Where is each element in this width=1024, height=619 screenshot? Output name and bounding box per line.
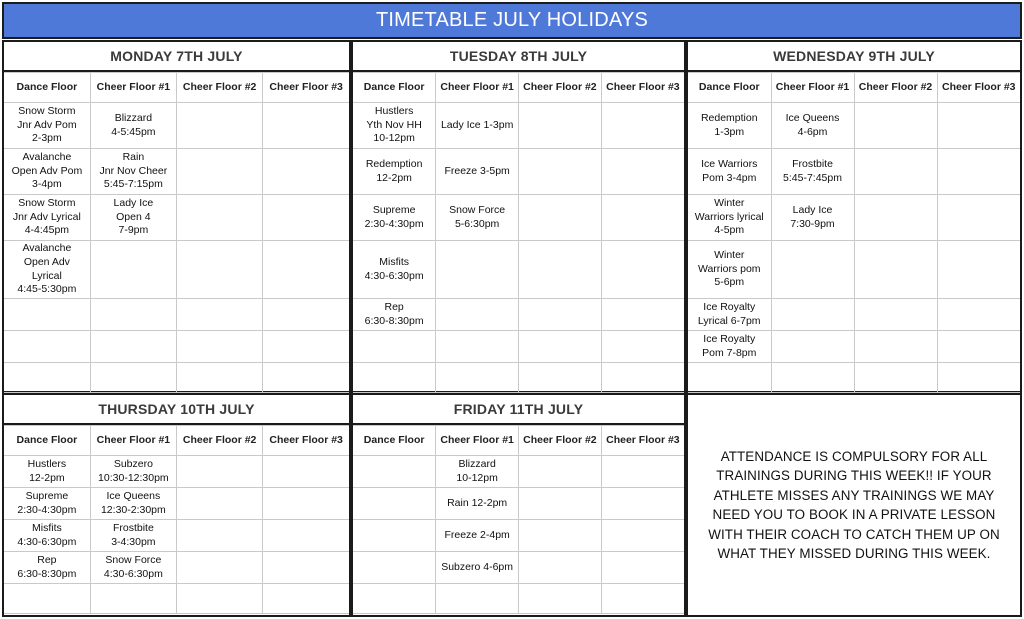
session-cell-cheer-floor-2 xyxy=(177,456,263,488)
session-cell-cheer-floor-2 xyxy=(177,331,263,363)
day-block-monday xyxy=(2,40,351,393)
session-cell-dance-floor xyxy=(4,299,90,331)
table-row xyxy=(353,103,684,149)
session-cell-dance-floor: Rep 6:30-8:30pm xyxy=(4,552,90,584)
session-cell-cheer-floor-3 xyxy=(601,149,684,195)
session-cell-cheer-floor-3 xyxy=(263,149,349,195)
column-header-cheer-floor-3: Cheer Floor #3 xyxy=(263,426,349,456)
session-cell-cheer-floor-2 xyxy=(177,195,263,241)
session-cell-cheer-floor-1 xyxy=(771,363,854,393)
session-cell-cheer-floor-1: Lady Ice Open 4 7-9pm xyxy=(90,195,176,241)
session-cell-cheer-floor-2 xyxy=(854,103,937,149)
session-cell-cheer-floor-3 xyxy=(937,241,1020,299)
session-cell-cheer-floor-1: Snow Force 5-6:30pm xyxy=(436,195,519,241)
session-cell-cheer-floor-2 xyxy=(854,331,937,363)
table-row xyxy=(4,299,349,331)
session-cell-dance-floor: Redemption 1-3pm xyxy=(688,103,771,149)
session-cell-dance-floor: Hustlers Yth Nov HH 10-12pm xyxy=(353,103,436,149)
table-row xyxy=(4,103,349,149)
session-cell-dance-floor: Hustlers 12-2pm xyxy=(4,456,90,488)
session-cell-cheer-floor-2 xyxy=(519,488,602,520)
session-cell-cheer-floor-2 xyxy=(519,584,602,614)
session-cell-dance-floor: Ice Warriors Pom 3-4pm xyxy=(688,149,771,195)
header-row xyxy=(4,73,349,103)
session-cell-cheer-floor-1 xyxy=(436,363,519,393)
session-cell-dance-floor: Snow Storm Jnr Adv Pom 2-3pm xyxy=(4,103,90,149)
table-row xyxy=(353,520,684,552)
session-cell-cheer-floor-2 xyxy=(177,520,263,552)
session-cell-cheer-floor-3 xyxy=(263,241,349,299)
column-header-cheer-floor-2: Cheer Floor #2 xyxy=(177,426,263,456)
table-row xyxy=(4,331,349,363)
column-header-cheer-floor-2: Cheer Floor #2 xyxy=(519,426,602,456)
column-header-cheer-floor-1: Cheer Floor #1 xyxy=(771,73,854,103)
session-cell-cheer-floor-1: Frostbite 3-4:30pm xyxy=(90,520,176,552)
session-cell-cheer-floor-1: Blizzard 4-5:45pm xyxy=(90,103,176,149)
session-cell-cheer-floor-2 xyxy=(854,149,937,195)
session-cell-cheer-floor-3 xyxy=(937,195,1020,241)
session-cell-cheer-floor-2 xyxy=(519,456,602,488)
session-cell-dance-floor xyxy=(4,584,90,614)
table-row xyxy=(353,149,684,195)
session-cell-cheer-floor-1: Rain 12-2pm xyxy=(436,488,519,520)
header-row xyxy=(688,73,1020,103)
table-row xyxy=(353,363,684,393)
session-cell-dance-floor xyxy=(353,552,436,584)
day-title-thursday: THURSDAY 10TH JULY xyxy=(4,395,349,425)
session-cell-cheer-floor-3 xyxy=(263,195,349,241)
session-cell-cheer-floor-3 xyxy=(937,103,1020,149)
session-cell-dance-floor: Misfits 4:30-6:30pm xyxy=(353,241,436,299)
session-cell-cheer-floor-1: Subzero 10:30-12:30pm xyxy=(90,456,176,488)
schedule-table-friday xyxy=(353,425,684,614)
session-cell-cheer-floor-2 xyxy=(519,552,602,584)
session-cell-dance-floor xyxy=(4,363,90,393)
day-title-monday: MONDAY 7TH JULY xyxy=(4,42,349,72)
day-block-friday xyxy=(351,393,686,617)
column-header-cheer-floor-2: Cheer Floor #2 xyxy=(519,73,602,103)
column-header-cheer-floor-2: Cheer Floor #2 xyxy=(854,73,937,103)
session-cell-cheer-floor-2 xyxy=(519,149,602,195)
table-row xyxy=(353,584,684,614)
session-cell-cheer-floor-1: Rain Jnr Nov Cheer 5:45-7:15pm xyxy=(90,149,176,195)
session-cell-cheer-floor-1: Lady Ice 1-3pm xyxy=(436,103,519,149)
session-cell-cheer-floor-1: Lady Ice 7:30-9pm xyxy=(771,195,854,241)
session-cell-cheer-floor-1: Freeze 2-4pm xyxy=(436,520,519,552)
session-cell-dance-floor: Ice Royalty Pom 7-8pm xyxy=(688,331,771,363)
session-cell-dance-floor: Ice Royalty Lyrical 6-7pm xyxy=(688,299,771,331)
session-cell-dance-floor xyxy=(353,363,436,393)
column-header-cheer-floor-3: Cheer Floor #3 xyxy=(601,426,684,456)
table-row xyxy=(688,299,1020,331)
session-cell-dance-floor: Misfits 4:30-6:30pm xyxy=(4,520,90,552)
session-cell-cheer-floor-1 xyxy=(436,331,519,363)
table-row xyxy=(4,520,349,552)
table-row xyxy=(4,584,349,614)
session-cell-cheer-floor-1: Freeze 3-5pm xyxy=(436,149,519,195)
session-cell-cheer-floor-3 xyxy=(263,520,349,552)
session-cell-cheer-floor-1 xyxy=(90,584,176,614)
session-cell-cheer-floor-2 xyxy=(177,552,263,584)
session-cell-dance-floor xyxy=(353,488,436,520)
column-header-dance-floor: Dance Floor xyxy=(353,73,436,103)
session-cell-cheer-floor-1 xyxy=(436,299,519,331)
session-cell-dance-floor: Rep 6:30-8:30pm xyxy=(353,299,436,331)
timetable-title: TIMETABLE JULY HOLIDAYS xyxy=(2,2,1022,39)
session-cell-cheer-floor-3 xyxy=(263,299,349,331)
schedule-table-tuesday xyxy=(353,72,684,393)
attendance-notice-text: ATTENDANCE IS COMPULSORY FOR ALL TRAININGS DURING THIS WEEK!! IF YOUR ATHLETE MISSES ANY TRAININGS WE MAY NEED YOU TO BOOK IN A PRIVATE LESSON WITH THEIR COACH TO CATCH THEM UP ON WHAT THEY MISSED DURING THIS WEEK. xyxy=(708,448,1000,561)
session-cell-cheer-floor-3 xyxy=(263,456,349,488)
session-cell-cheer-floor-1: Ice Queens 12:30-2:30pm xyxy=(90,488,176,520)
column-header-cheer-floor-1: Cheer Floor #1 xyxy=(90,426,176,456)
day-block-thursday xyxy=(2,393,351,617)
header-row xyxy=(353,73,684,103)
session-cell-cheer-floor-2 xyxy=(177,241,263,299)
session-cell-dance-floor: Winter Warriors lyrical 4-5pm xyxy=(688,195,771,241)
column-header-dance-floor: Dance Floor xyxy=(688,73,771,103)
session-cell-cheer-floor-1 xyxy=(436,241,519,299)
session-cell-cheer-floor-2 xyxy=(177,488,263,520)
header-row xyxy=(353,426,684,456)
session-cell-cheer-floor-3 xyxy=(263,103,349,149)
table-row xyxy=(4,456,349,488)
session-cell-cheer-floor-2 xyxy=(177,103,263,149)
session-cell-cheer-floor-1: Ice Queens 4-6pm xyxy=(771,103,854,149)
session-cell-dance-floor xyxy=(353,456,436,488)
session-cell-cheer-floor-3 xyxy=(937,363,1020,393)
session-cell-cheer-floor-3 xyxy=(263,363,349,393)
day-block-wednesday xyxy=(686,40,1022,393)
column-header-cheer-floor-2: Cheer Floor #2 xyxy=(177,73,263,103)
session-cell-cheer-floor-3 xyxy=(601,488,684,520)
session-cell-cheer-floor-3 xyxy=(263,331,349,363)
session-cell-cheer-floor-3 xyxy=(937,331,1020,363)
table-row xyxy=(688,363,1020,393)
session-cell-cheer-floor-3 xyxy=(263,488,349,520)
session-cell-dance-floor xyxy=(353,331,436,363)
session-cell-cheer-floor-3 xyxy=(601,331,684,363)
session-cell-cheer-floor-1 xyxy=(90,363,176,393)
session-cell-cheer-floor-3 xyxy=(601,363,684,393)
day-title-tuesday: TUESDAY 8TH JULY xyxy=(353,42,684,72)
session-cell-cheer-floor-2 xyxy=(177,299,263,331)
session-cell-dance-floor: Snow Storm Jnr Adv Lyrical 4-4:45pm xyxy=(4,195,90,241)
session-cell-cheer-floor-1 xyxy=(90,331,176,363)
session-cell-cheer-floor-2 xyxy=(177,363,263,393)
session-cell-cheer-floor-3 xyxy=(601,520,684,552)
table-row xyxy=(4,552,349,584)
session-cell-cheer-floor-3 xyxy=(601,195,684,241)
table-row xyxy=(4,195,349,241)
column-header-dance-floor: Dance Floor xyxy=(4,73,90,103)
session-cell-dance-floor: Supreme 2:30-4:30pm xyxy=(4,488,90,520)
table-row xyxy=(4,363,349,393)
session-cell-cheer-floor-3 xyxy=(601,103,684,149)
session-cell-cheer-floor-1 xyxy=(771,299,854,331)
session-cell-dance-floor: Avalanche Open Adv Lyrical 4:45-5:30pm xyxy=(4,241,90,299)
session-cell-cheer-floor-2 xyxy=(519,195,602,241)
session-cell-cheer-floor-2 xyxy=(519,241,602,299)
column-header-dance-floor: Dance Floor xyxy=(353,426,436,456)
session-cell-cheer-floor-1 xyxy=(771,241,854,299)
table-row xyxy=(688,331,1020,363)
session-cell-cheer-floor-3 xyxy=(601,241,684,299)
session-cell-cheer-floor-3 xyxy=(601,584,684,614)
session-cell-cheer-floor-2 xyxy=(519,520,602,552)
day-title-friday: FRIDAY 11TH JULY xyxy=(353,395,684,425)
session-cell-cheer-floor-3 xyxy=(263,584,349,614)
table-row xyxy=(353,456,684,488)
session-cell-cheer-floor-2 xyxy=(177,149,263,195)
table-row xyxy=(4,241,349,299)
session-cell-cheer-floor-3 xyxy=(263,552,349,584)
session-cell-cheer-floor-2 xyxy=(854,195,937,241)
session-cell-cheer-floor-3 xyxy=(601,299,684,331)
session-cell-dance-floor xyxy=(353,520,436,552)
column-header-cheer-floor-3: Cheer Floor #3 xyxy=(937,73,1020,103)
table-row xyxy=(353,488,684,520)
session-cell-cheer-floor-2 xyxy=(854,299,937,331)
session-cell-cheer-floor-1 xyxy=(90,241,176,299)
session-cell-cheer-floor-2 xyxy=(519,103,602,149)
schedule-table-wednesday xyxy=(688,72,1020,393)
column-header-dance-floor: Dance Floor xyxy=(4,426,90,456)
table-row xyxy=(4,149,349,195)
column-header-cheer-floor-3: Cheer Floor #3 xyxy=(263,73,349,103)
column-header-cheer-floor-3: Cheer Floor #3 xyxy=(601,73,684,103)
session-cell-dance-floor: Winter Warriors pom 5-6pm xyxy=(688,241,771,299)
session-cell-cheer-floor-2 xyxy=(519,363,602,393)
session-cell-cheer-floor-2 xyxy=(519,299,602,331)
table-row xyxy=(688,241,1020,299)
session-cell-cheer-floor-2 xyxy=(854,241,937,299)
session-cell-dance-floor: Redemption 12-2pm xyxy=(353,149,436,195)
session-cell-dance-floor xyxy=(353,584,436,614)
session-cell-dance-floor xyxy=(688,363,771,393)
table-row xyxy=(4,488,349,520)
header-row xyxy=(4,426,349,456)
session-cell-cheer-floor-1: Blizzard 10-12pm xyxy=(436,456,519,488)
session-cell-cheer-floor-1 xyxy=(90,299,176,331)
column-header-cheer-floor-1: Cheer Floor #1 xyxy=(436,426,519,456)
session-cell-cheer-floor-1 xyxy=(436,584,519,614)
session-cell-cheer-floor-3 xyxy=(937,149,1020,195)
attendance-notice xyxy=(686,393,1022,617)
session-cell-cheer-floor-3 xyxy=(601,552,684,584)
table-row xyxy=(353,195,684,241)
table-row xyxy=(353,299,684,331)
session-cell-dance-floor: Supreme 2:30-4:30pm xyxy=(353,195,436,241)
session-cell-cheer-floor-2 xyxy=(519,331,602,363)
table-row xyxy=(353,331,684,363)
session-cell-cheer-floor-2 xyxy=(177,584,263,614)
table-row xyxy=(353,552,684,584)
session-cell-cheer-floor-1 xyxy=(771,331,854,363)
table-row xyxy=(688,149,1020,195)
table-row xyxy=(688,103,1020,149)
day-block-tuesday xyxy=(351,40,686,393)
session-cell-cheer-floor-3 xyxy=(601,456,684,488)
table-row xyxy=(688,195,1020,241)
table-row xyxy=(353,241,684,299)
session-cell-dance-floor xyxy=(4,331,90,363)
schedule-table-thursday xyxy=(4,425,349,614)
column-header-cheer-floor-1: Cheer Floor #1 xyxy=(90,73,176,103)
session-cell-cheer-floor-1: Subzero 4-6pm xyxy=(436,552,519,584)
session-cell-cheer-floor-2 xyxy=(854,363,937,393)
schedule-table-monday xyxy=(4,72,349,393)
session-cell-cheer-floor-3 xyxy=(937,299,1020,331)
column-header-cheer-floor-1: Cheer Floor #1 xyxy=(436,73,519,103)
session-cell-cheer-floor-1: Snow Force 4:30-6:30pm xyxy=(90,552,176,584)
session-cell-dance-floor: Avalanche Open Adv Pom 3-4pm xyxy=(4,149,90,195)
day-title-wednesday: WEDNESDAY 9TH JULY xyxy=(688,42,1020,72)
session-cell-cheer-floor-1: Frostbite 5:45-7:45pm xyxy=(771,149,854,195)
